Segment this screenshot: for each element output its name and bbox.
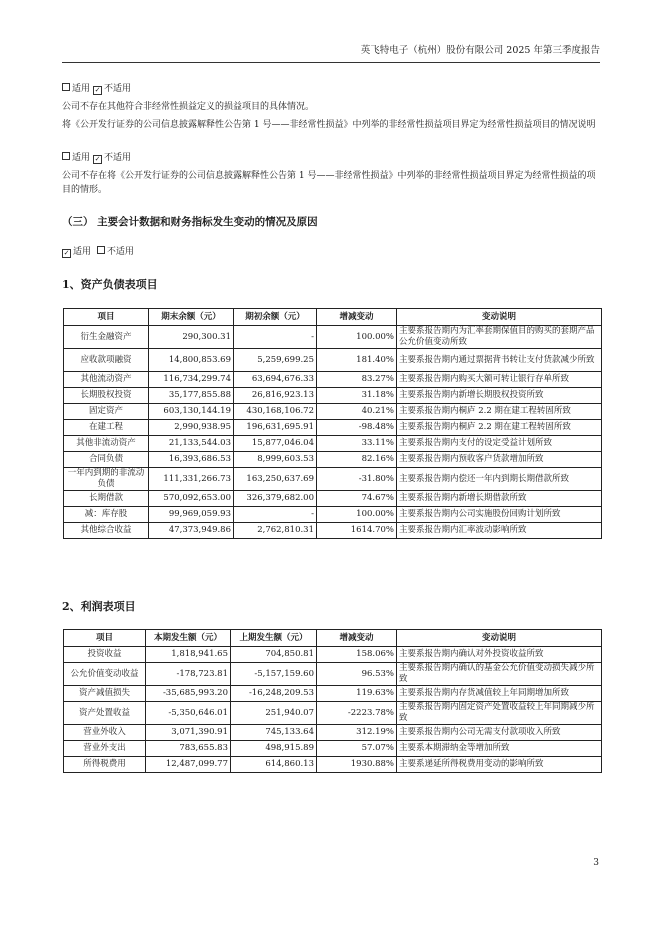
item-cell: 所得税费用 [64, 757, 146, 773]
paragraph-no-reclassification: 公司不存在将《公开发行证券的公司信息披露解释性公告第 1 号——非经常性损益》中列举的非经常性损益项目界定为经常性损益的项目的情形。 [62, 171, 596, 195]
checkbox-checked-icon: ✓ [94, 86, 101, 94]
change-cell: 74.67% [317, 491, 397, 507]
table-row [64, 523, 602, 539]
table-row [64, 404, 602, 420]
item-cell: 固定资产 [64, 404, 149, 420]
column-header: 期初余额（元） [234, 309, 317, 326]
option-applicable: 适用 [72, 153, 91, 163]
end-balance-cell: 35,177,855.88 [149, 388, 234, 404]
item-cell: 资产减值损失 [64, 686, 146, 702]
item-cell: 其他非流动资产 [64, 436, 149, 452]
change-cell: -2223.78% [317, 702, 397, 725]
section-heading: （三） 主要会计数据和财务指标发生变动的情况及原因 [62, 216, 318, 228]
item-cell: 长期借款 [64, 491, 149, 507]
change-cell: 31.18% [317, 388, 397, 404]
current-amount-cell: -178,723.81 [146, 663, 231, 686]
current-amount-cell: -35,685,993.20 [146, 686, 231, 702]
begin-balance-cell: 196,631,695.91 [234, 420, 317, 436]
begin-balance-cell: - [234, 326, 317, 349]
table-row [64, 349, 602, 372]
change-cell: 96.53% [317, 663, 397, 686]
checkbox-checked-icon: ✓ [94, 155, 101, 163]
column-header: 增减变动 [317, 309, 397, 326]
column-header: 变动说明 [397, 630, 602, 647]
current-amount-cell: 1,818,941.65 [146, 647, 231, 663]
prior-amount-cell: 498,915.89 [231, 741, 317, 757]
change-cell: 100.00% [317, 326, 397, 349]
note-cell: 主要系报告期内汇率波动影响所致 [397, 523, 602, 539]
checkbox-unchecked-icon [62, 83, 70, 91]
applicability-option-3 [62, 245, 602, 259]
prior-amount-cell: 704,850.81 [231, 647, 317, 663]
column-header: 项目 [64, 309, 149, 326]
table-row [64, 663, 602, 686]
prior-amount-cell: -5,157,159.60 [231, 663, 317, 686]
note-cell: 主要系本期滞纳金等增加所致 [397, 741, 602, 757]
column-header: 本期发生额（元） [146, 630, 231, 647]
table-header-row [64, 309, 602, 326]
end-balance-cell: 14,800,853.69 [149, 349, 234, 372]
change-cell: 82.16% [317, 452, 397, 468]
table-row [64, 686, 602, 702]
note-cell: 主要系报告期内为汇率套期保值目的购买的套期产品公允价值变动所致 [397, 326, 602, 349]
end-balance-cell: 290,300.31 [149, 326, 234, 349]
option-not-applicable: 不适用 [104, 153, 132, 163]
change-cell: 1930.88% [317, 757, 397, 773]
begin-balance-cell: 63,694,676.33 [234, 372, 317, 388]
item-cell: 衍生金融资产 [64, 326, 149, 349]
begin-balance-cell: 15,877,046.04 [234, 436, 317, 452]
note-cell: 主要系报告期内支付的设定受益计划所致 [397, 436, 602, 452]
column-header: 期末余额（元） [149, 309, 234, 326]
prior-amount-cell: 745,133.64 [231, 725, 317, 741]
option-applicable: 适用 [72, 84, 91, 94]
paragraph-no-other-items: 公司不存在其他符合非经常性损益定义的损益项目的具体情况。 [62, 102, 315, 112]
change-cell: 100.00% [317, 507, 397, 523]
balance-sheet-table [63, 308, 602, 539]
change-cell: 33.11% [317, 436, 397, 452]
change-cell: -31.80% [317, 468, 397, 491]
note-cell: 主要系递延所得税费用变动的影响所致 [397, 757, 602, 773]
item-cell: 减：库存股 [64, 507, 149, 523]
page-header [62, 44, 600, 63]
table-row [64, 702, 602, 725]
table-row [64, 647, 602, 663]
checkbox-unchecked-icon [62, 152, 70, 160]
end-balance-cell: 603,130,144.19 [149, 404, 234, 420]
note-cell: 主要系报告期内确认对外投资收益所致 [397, 647, 602, 663]
balance-sheet-heading: 1、资产负债表项目 [62, 278, 158, 291]
note-cell: 主要系报告期内桐庐 2.2 期在建工程转固所致 [397, 404, 602, 420]
begin-balance-cell: 163,250,637.69 [234, 468, 317, 491]
applicability-option-1 [62, 82, 602, 96]
item-cell: 资产处置收益 [64, 702, 146, 725]
item-cell: 合同负债 [64, 452, 149, 468]
prior-amount-cell: -16,248,209.53 [231, 686, 317, 702]
current-amount-cell: -5,350,646.01 [146, 702, 231, 725]
column-header: 增减变动 [317, 630, 397, 647]
note-cell: 主要系报告期内新增长期借款所致 [397, 491, 602, 507]
begin-balance-cell: 26,816,923.13 [234, 388, 317, 404]
table-row [64, 468, 602, 491]
end-balance-cell: 99,969,059.93 [149, 507, 234, 523]
item-cell: 其他流动资产 [64, 372, 149, 388]
note-cell: 主要系报告期内新增长期股权投资所致 [397, 388, 602, 404]
end-balance-cell: 21,133,544.03 [149, 436, 234, 452]
change-cell: 40.21% [317, 404, 397, 420]
income-statement-heading: 2、利润表项目 [62, 600, 136, 613]
change-cell: 1614.70% [317, 523, 397, 539]
table-row [64, 436, 602, 452]
note-cell: 主要系报告期内通过票据背书转让支付货款减少所致 [397, 349, 602, 372]
column-header: 上期发生额（元） [231, 630, 317, 647]
checkbox-checked-icon: ✓ [63, 249, 70, 257]
table-row [64, 491, 602, 507]
change-cell: 158.06% [317, 647, 397, 663]
column-header: 变动说明 [397, 309, 602, 326]
current-amount-cell: 12,487,099.77 [146, 757, 231, 773]
note-cell: 主要系报告期内偿还一年内到期长期借款所致 [397, 468, 602, 491]
income-statement-table [63, 629, 602, 773]
change-cell: 181.40% [317, 349, 397, 372]
note-cell: 主要系报告期内公司无需支付款项收入所致 [397, 725, 602, 741]
option-not-applicable: 不适用 [104, 84, 132, 94]
begin-balance-cell: 430,168,106.72 [234, 404, 317, 420]
item-cell: 应收款项融资 [64, 349, 149, 372]
table-row [64, 388, 602, 404]
item-cell: 在建工程 [64, 420, 149, 436]
item-cell: 长期股权投资 [64, 388, 149, 404]
table-row [64, 420, 602, 436]
end-balance-cell: 2,990,938.95 [149, 420, 234, 436]
current-amount-cell: 3,071,390.91 [146, 725, 231, 741]
item-cell: 公允价值变动收益 [64, 663, 146, 686]
option-not-applicable: 不适用 [106, 247, 134, 257]
begin-balance-cell: 8,999,603.53 [234, 452, 317, 468]
table-row [64, 452, 602, 468]
table-row [64, 507, 602, 523]
end-balance-cell: 16,393,686.53 [149, 452, 234, 468]
report-title: 英飞特电子（杭州）股份有限公司 2025 年第三季度报告 [360, 45, 600, 56]
item-cell: 营业外收入 [64, 725, 146, 741]
table-row [64, 372, 602, 388]
begin-balance-cell: 5,259,699.25 [234, 349, 317, 372]
item-cell: 营业外支出 [64, 741, 146, 757]
note-cell: 主要系报告期内桐庐 2.2 期在建工程转固所致 [397, 420, 602, 436]
change-cell: 57.07% [317, 741, 397, 757]
change-cell: 119.63% [317, 686, 397, 702]
table-row [64, 326, 602, 349]
end-balance-cell: 47,373,949.86 [149, 523, 234, 539]
note-cell: 主要系报告期内确认的基金公允价值变动损失减少所致 [397, 663, 602, 686]
note-cell: 主要系报告期内购买大额可转让银行存单所致 [397, 372, 602, 388]
begin-balance-cell: 2,762,810.31 [234, 523, 317, 539]
prior-amount-cell: 251,940.07 [231, 702, 317, 725]
end-balance-cell: 570,092,653.00 [149, 491, 234, 507]
table-row [64, 725, 602, 741]
applicability-option-2 [62, 151, 602, 165]
change-cell: -98.48% [317, 420, 397, 436]
begin-balance-cell: 326,379,682.00 [234, 491, 317, 507]
item-cell: 其他综合收益 [64, 523, 149, 539]
paragraph-reclassification-note: 将《公开发行证券的公司信息披露解释性公告第 1 号——非经常性损益》中列举的非经常性损益项目界定为经常性损益项目的情况说明 [62, 120, 596, 130]
note-cell: 主要系报告期内预收客户货款增加所致 [397, 452, 602, 468]
note-cell: 主要系报告期内存货减值较上年同期增加所致 [397, 686, 602, 702]
item-cell: 一年内到期的非流动负债 [64, 468, 149, 491]
end-balance-cell: 111,331,266.73 [149, 468, 234, 491]
note-cell: 主要系报告期内公司实施股份回购计划所致 [397, 507, 602, 523]
table-header-row [64, 630, 602, 647]
page-number: 3 [593, 858, 599, 868]
prior-amount-cell: 614,860.13 [231, 757, 317, 773]
checkbox-unchecked-icon [97, 246, 105, 254]
option-applicable: 适用 [73, 247, 92, 257]
column-header: 项目 [64, 630, 146, 647]
table-row [64, 757, 602, 773]
begin-balance-cell: - [234, 507, 317, 523]
item-cell: 投资收益 [64, 647, 146, 663]
end-balance-cell: 116,734,299.74 [149, 372, 234, 388]
note-cell: 主要系报告期内固定资产处置收益较上年同期减少所致 [397, 702, 602, 725]
current-amount-cell: 783,655.83 [146, 741, 231, 757]
change-cell: 312.19% [317, 725, 397, 741]
table-row [64, 741, 602, 757]
change-cell: 83.27% [317, 372, 397, 388]
